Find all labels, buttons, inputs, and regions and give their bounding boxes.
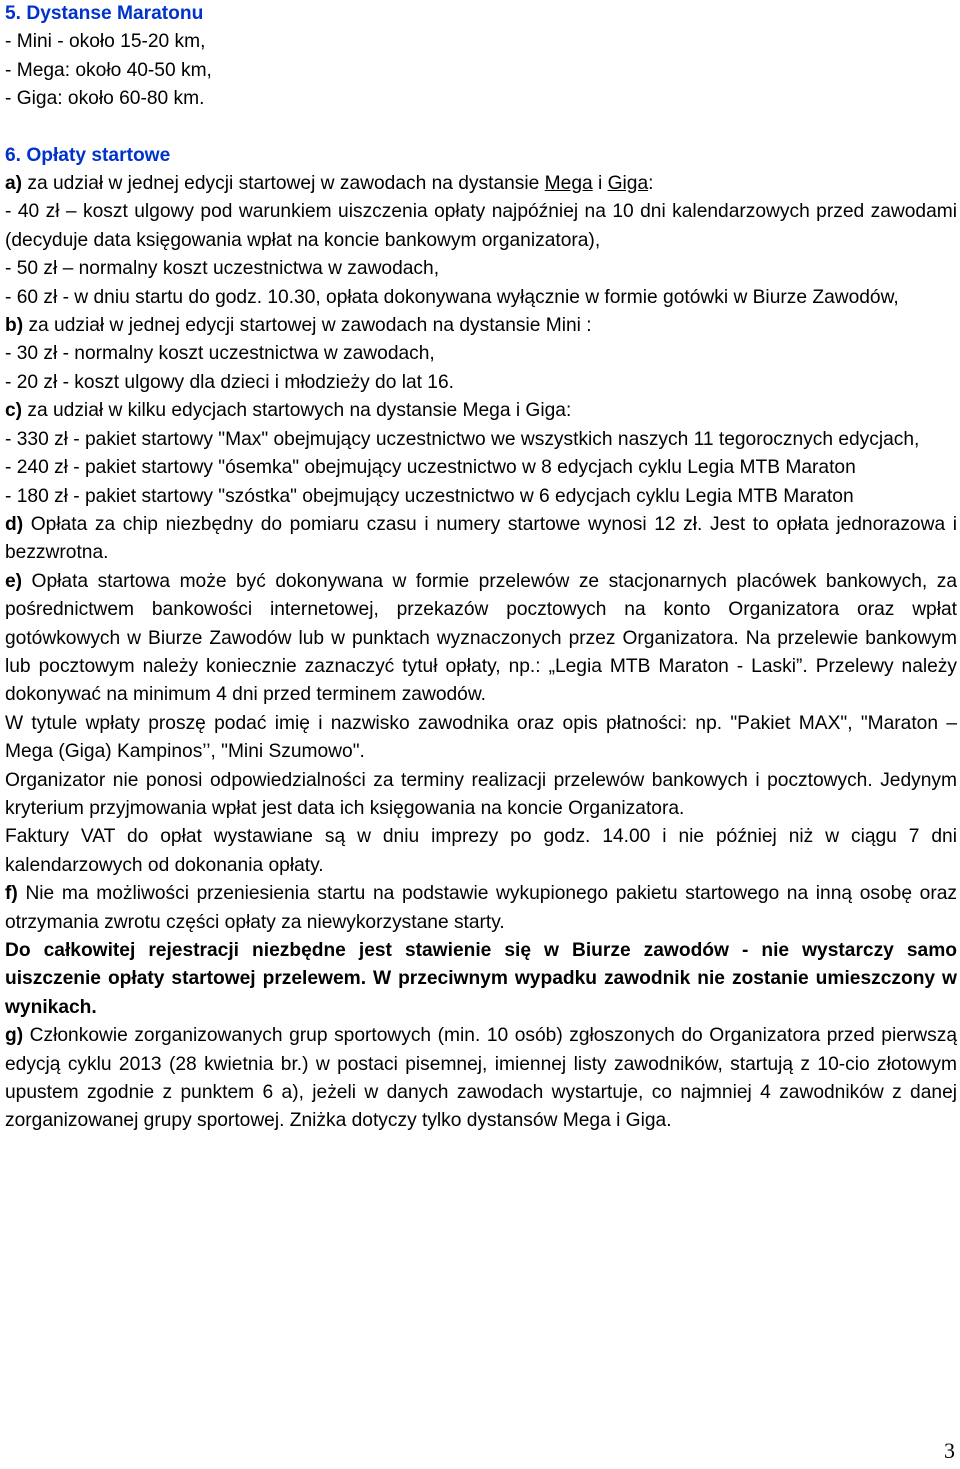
section-spacer [5,114,957,142]
fee-c-text: za udział w kilku edycjach startowych na dystansie Mega i Giga: [22,400,572,422]
item-label-g: g) [5,1025,24,1047]
item-label-c: c) [5,400,23,422]
fee-a-race-day: - 60 zł - w dniu startu do godz. 10.30, opłata dokonywana wyłącznie w formie gotówki w Biurze Zawodów, [5,286,899,308]
fee-c-osemka: - 240 zł - pakiet startowy "ósemka" obejmujący uczestnictwo w 8 edycjach cyklu Legia MTB Maraton [5,457,856,479]
item-label-e: e) [5,570,23,592]
fee-a-mega: Mega [544,173,593,195]
fee-d-text: Opłata za chip niezbędny do pomiaru czasu i numery startowe wynosi 12 zł. Jest to opłata jednorazowa i bezzwrotna. [5,513,957,564]
fee-f-registration-note: Do całkowitej rejestracji niezbędne jest stawienie się w Biurze zawodów - nie wystarczy samo uiszczenie opłaty startowej przelewem. W przeciwnym wypadku zawodnik nie zostanie umieszczony w wynikach. [5,940,957,1018]
fee-e-payment-methods [5,568,957,710]
fee-f-text: Nie ma możliwości przeniesienia startu na podstawie wykupionego pakietu startowego na inną osobę oraz otrzymania zwrotu części opłaty za niewykorzystane starty. [5,883,957,933]
fee-e-organizer-liability: Organizator nie ponosi odpowiedzialności za terminy realizacji przelewów bankowych i pocztowych. Jedynym kryterium przyjmowania wpłat jest data ich księgowania na koncie Organizatora. [5,769,957,819]
fee-c-intro [5,397,957,425]
item-label-f: f) [5,883,18,905]
section-6-title: 6. Opłaty startowe [5,144,171,166]
fee-g-text: Członkowie zorganizowanych grup sportowych (min. 10 osób) zgłoszonych do Organizatora przed pierwszą edycją cyklu 2013 (28 kwietnia br.) w postaci pisemnej, imiennej listy zawodników, startują z 10-cio złotowym upustem zgodnie z punktem 6 a), jeżeli w danych zawodach wystartuje, co najmniej 4 zawodników z danej zorganizowanej grupy sportowej. Zniżka dotyczy tylko dystansów Mega i Giga. [5,1025,957,1132]
fee-f-no-transfer [5,880,957,937]
fee-e-text: Opłata startowa może być dokonywana w formie przelewów ze stacjonarnych placówek bankowych, za pośrednictwem bankowości internetowej, przekazów pocztowych na konto Organizatora oraz wpłat gotówkowych w Biurze Zawodów lub w punktach wyznaczonych przez Organizatora. Na przelewie bankowym lub pocztowym należy koniecznie zaznaczyć tytuł opłaty, np.: „Legia MTB Maraton - Laski”. Przelewy należy dokonywać na minimum 4 dni przed terminem zawodów. [5,570,957,706]
fee-b-text: za udział w jednej edycji startowej w zawodach na dystansie Mini : [23,315,592,337]
fee-e-vat-invoices: Faktury VAT do opłat wystawiane są w dniu imprezy po godz. 14.00 i nie później niż w ciągu 7 dni kalendarzowych od dokonania opłaty. [5,826,957,876]
document-page [5,0,957,1136]
fee-e-transfer-title: W tytule wpłaty proszę podać imię i nazwisko zawodnika oraz opis płatności: np. "Pakiet MAX", "Maraton –Mega (Giga) Kampinos’’, "Mini Szumowo". [5,712,957,763]
fee-a-colon: : [648,173,654,195]
item-label-b: b) [5,315,24,337]
fee-a-giga: Giga [607,173,649,195]
fee-b-normal: - 30 zł - normalny koszt uczestnictwa w zawodach, [5,343,435,365]
fee-c-max: - 330 zł - pakiet startowy "Max" obejmujący uczestnictwo we wszystkich naszych 11 tegorocznych edycjach, [5,428,920,450]
fee-a-text: za udział w jednej edycji startowej w zawodach na dystansie [22,173,545,195]
section-5-title: 5. Dystanse Maratonu [5,3,204,24]
fee-d-chip [5,511,957,568]
item-label-a: a) [5,173,23,195]
distance-giga: - Giga: około 60-80 km. [5,88,205,110]
fee-b-discount: - 20 zł - koszt ulgowy dla dzieci i młodzieży do lat 16. [5,371,454,393]
fee-a-and: i [592,173,608,195]
fee-a-intro [5,170,957,198]
fee-c-szostka: - 180 zł - pakiet startowy "szóstka" obejmujący uczestnictwo w 6 edycjach cyklu Legia MTB Maraton [5,485,854,507]
page-number: 3 [944,1438,955,1463]
fee-a-normal: - 50 zł – normalny koszt uczestnictwa w zawodach, [5,258,440,280]
fee-b-intro [5,312,957,340]
distance-mega: - Mega: około 40-50 km, [5,59,212,81]
distance-mini: - Mini - około 15-20 km, [5,31,206,53]
fee-g-group-discount [5,1022,957,1136]
fee-a-discount: - 40 zł – koszt ulgowy pod warunkiem uiszczenia opłaty najpóźniej na 10 dni kalendarzowych przed zawodami (decyduje data księgowania wpłat na koncie bankowym organizatora), [5,201,957,251]
item-label-d: d) [5,513,24,535]
